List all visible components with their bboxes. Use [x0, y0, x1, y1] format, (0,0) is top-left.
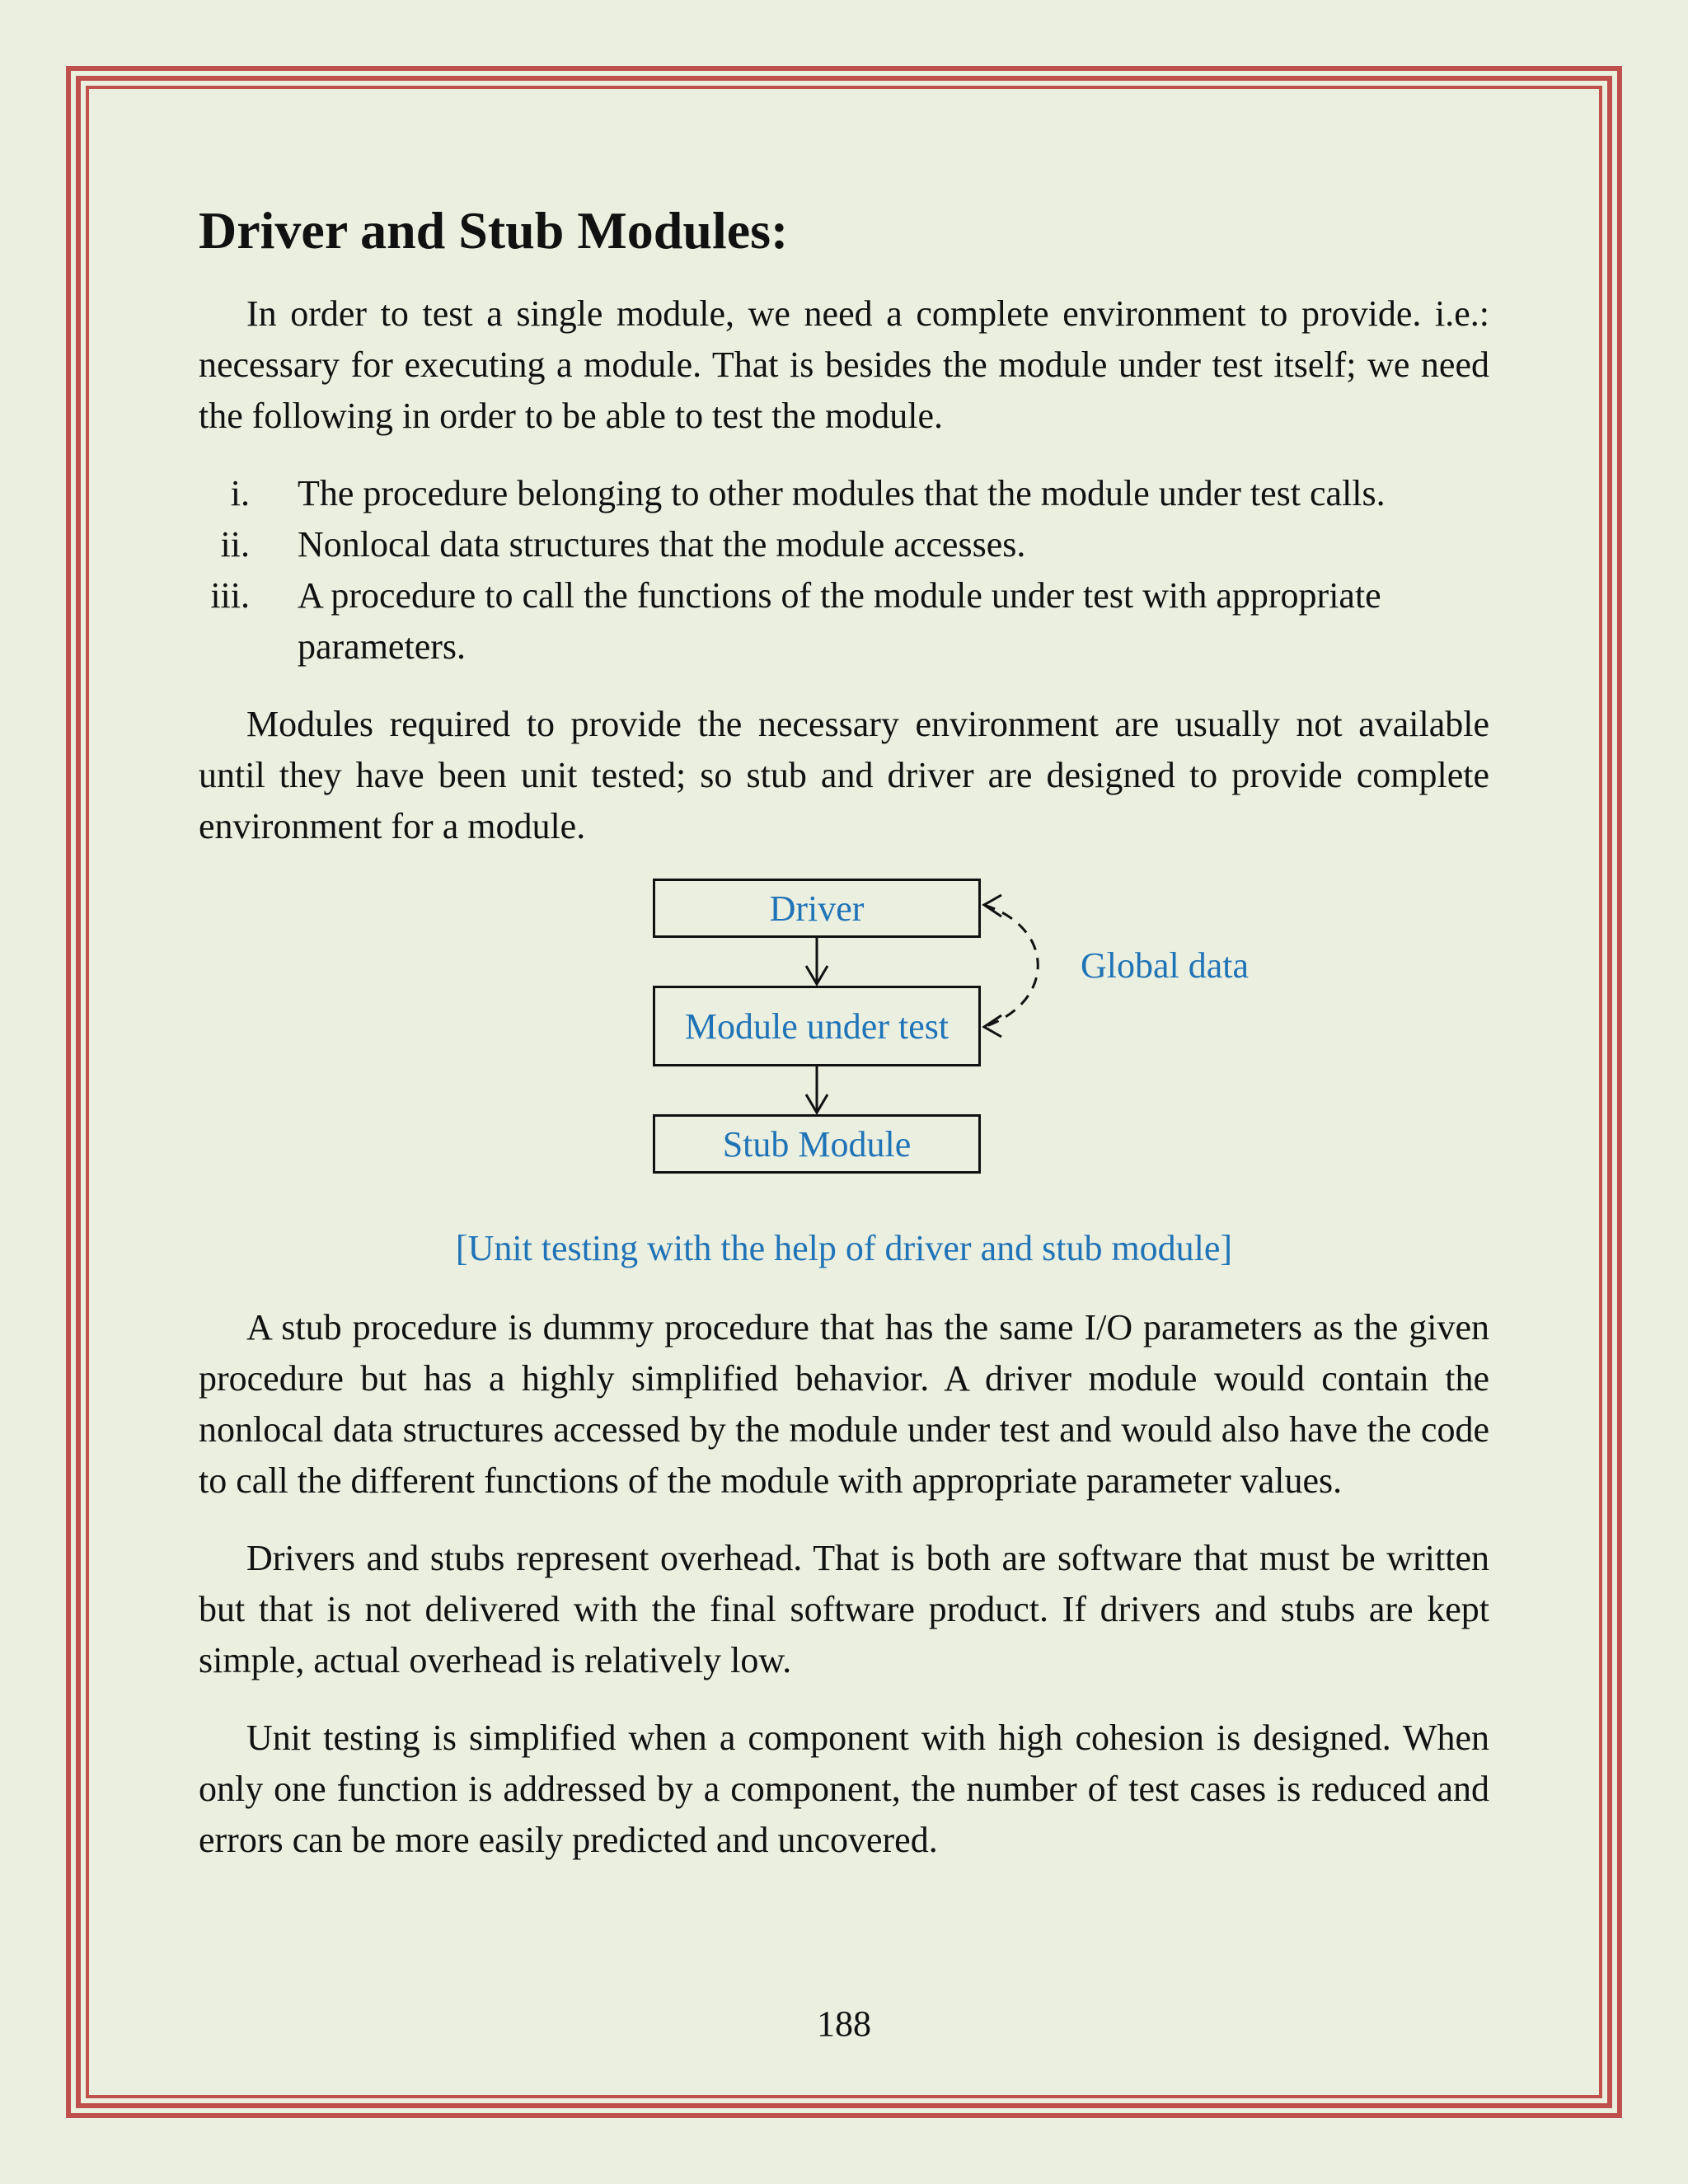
list-item	[199, 468, 1489, 519]
module-under-test-box	[653, 986, 981, 1066]
global-data-label: Global data	[1081, 945, 1250, 986]
section-heading: Driver and Stub Modules:	[199, 201, 789, 260]
cohesion-paragraph: Unit testing is simplified when a component with high cohesion is designed. When only one function is addressed by a component, the number of test cases is reduced and errors can be more easily predicted and uncovered.	[199, 1718, 1489, 1860]
list-item-text: Nonlocal data structures that the module accesses.	[298, 524, 1026, 565]
module-under-test-label: Module under test	[684, 1005, 950, 1047]
arrowhead-global-to-module	[984, 1015, 1001, 1037]
list-item-text: A procedure to call the functions of the module under test with appropriate parameters.	[298, 575, 1381, 667]
list-item-number: ii.	[220, 524, 250, 565]
stub-paragraph: A stub procedure is dummy procedure that has the same I/O parameters as the given procedure but has a highly simplified behavior. A driver module would contain the nonlocal data structures accessed by the module under test and would also have the code to call the different functions of the module with appropriate parameter values.	[199, 1307, 1489, 1501]
page-content	[199, 198, 1489, 1892]
requirements-list	[199, 468, 1489, 673]
overhead-paragraph: Drivers and stubs represent overhead. That is both are software that must be written but that is not delivered with the final software product. If drivers and stubs are kept simple, actual overhead is relatively low.	[199, 1538, 1489, 1680]
driver-stub-diagram	[199, 879, 1489, 1200]
list-item-text: The procedure belonging to other modules that the module under test calls.	[298, 473, 1386, 513]
stub-module-box	[653, 1114, 981, 1174]
stub-module-label: Stub Module	[722, 1123, 912, 1165]
environment-paragraph: Modules required to provide the necessary environment are usually not available until they have been unit tested; so stub and driver are designed to provide complete environment for a module.	[199, 704, 1489, 846]
page-number: 188	[817, 2004, 871, 2044]
list-item-number: iii.	[210, 575, 250, 616]
list-item	[199, 570, 1489, 673]
driver-label: Driver	[769, 888, 865, 929]
driver-box	[653, 879, 981, 938]
list-item	[199, 519, 1489, 570]
figure-caption: [Unit testing with the help of driver and stub module]	[455, 1228, 1233, 1268]
intro-paragraph: In order to test a single module, we need a complete environment to provide. i.e.: necessary for executing a module. That is besides the module under test itself; we need the following in order to be able to test the module.	[199, 293, 1489, 436]
list-item-number: i.	[230, 473, 250, 513]
global-data-dashed-link	[984, 905, 1038, 1027]
arrowhead-global-to-driver	[984, 895, 1001, 916]
